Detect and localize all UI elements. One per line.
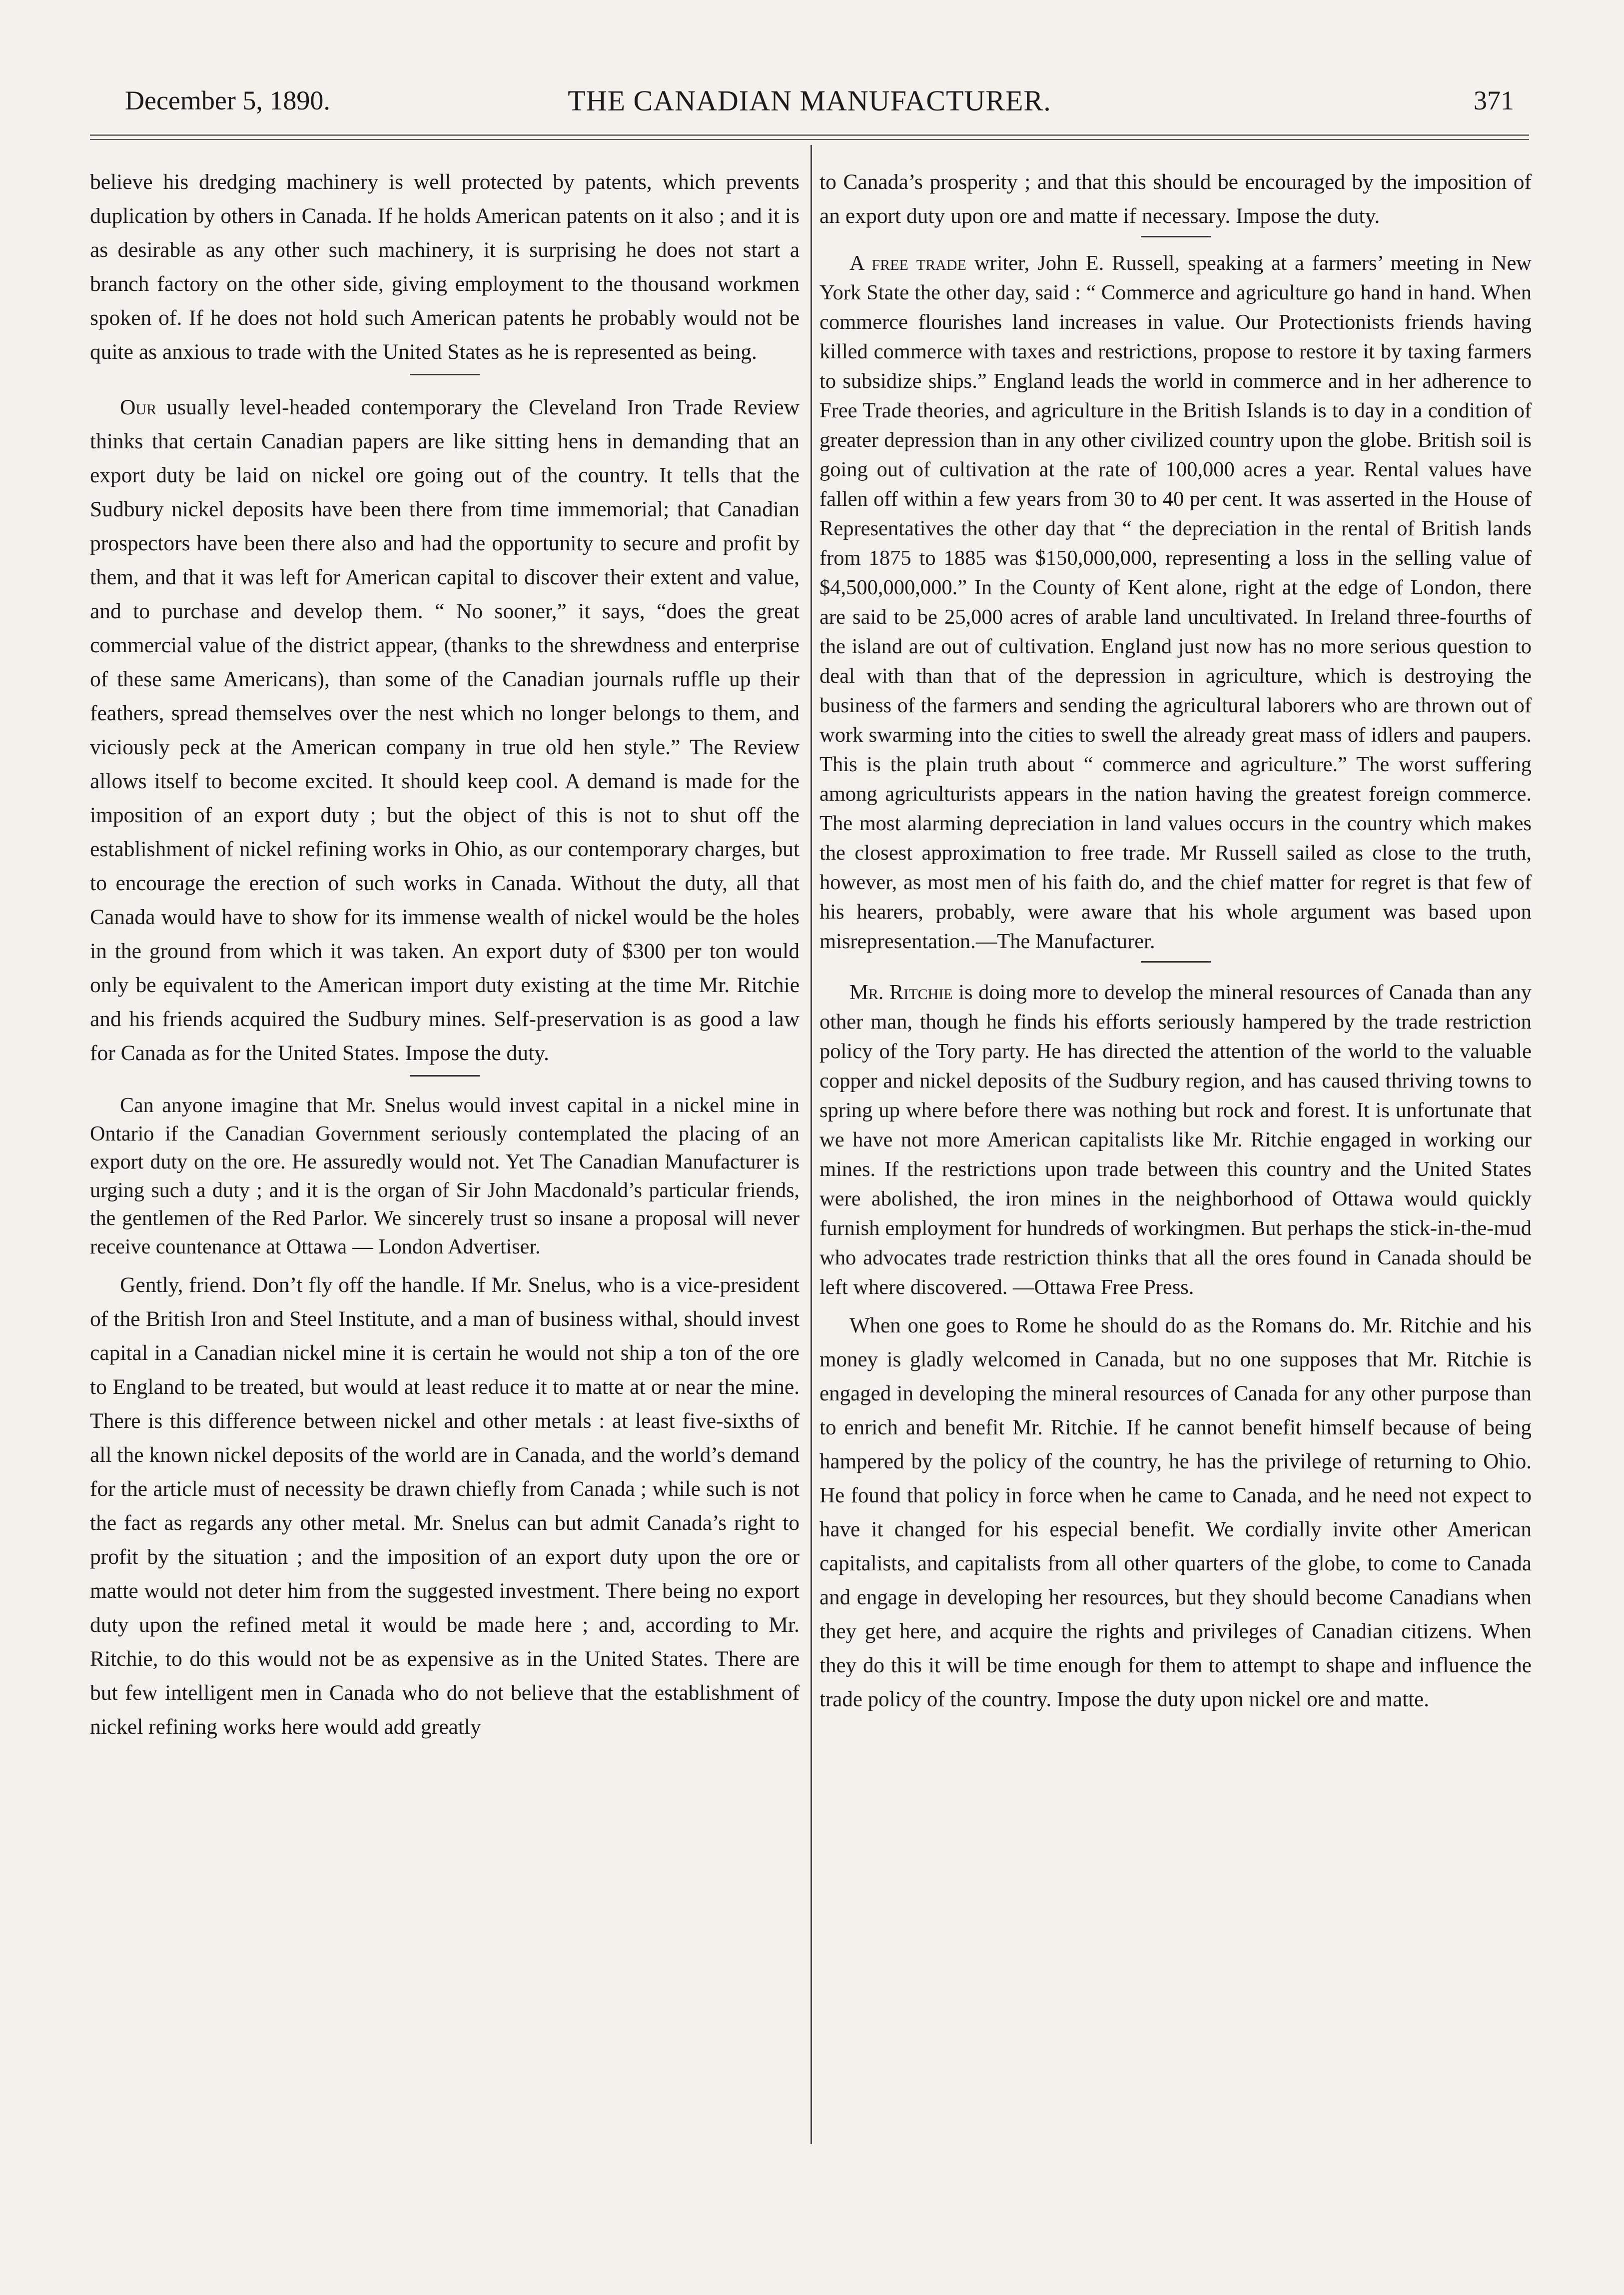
paragraph-body: usually level-headed contemporary the Cleveland Iron Trade Review thinks that certain Canadian papers are like sitting hens in demanding that an export duty be laid on nickel ore going out of the country. It tells that the Sudbury nickel deposits have been there from time immemorial; that Canadian prospectors have been there also and had the opportunity to secure and profit by them, and that it was left for American capital to discover their extent and value, and to purchase and develop them. “ No sooner,” it says, “does the great commercial value of the district appear, (thanks to the shrewdness and enterprise of these same Americans), than some of the Canadian journals ruffle up their feathers, spread themselves over the nest which no longer belongs to them, and viciously peck at the American company in true old hen style.” The Review allows itself to become excited. It should keep cool. A demand is made for the imposition of an export duty ; but the object of this is not to shut off the establishment of nickel refining works in Ohio, as our contemporary charges, but to encourage the erection of such works in Canada. Without the duty, all that Canada would have to show for its immense wealth of nickel would be the holes in the ground from which it was taken. An export duty of $300 per ton would only be equivalent to the American import duty existing at the time Mr. Ritchie and his friends acquired the Sudbury mines. Self-preservation is as good a law for Canada as for the United States. Impose the duty. (90, 395, 800, 1065)
paragraph-body: writer, John E. Russell, speaking at a farmers’ meeting in New York State the other day, said : “ Commerce and agriculture go hand in hand. When commerce flourishes land increases in value. Our Protectionists friends having killed commerce with taxes and restrictions, propose to restore it by taxing farmers to subsidize ships.” England leads the world in commerce and in her adherence to Free Trade theories, and agriculture in the British Islands is to day in a condition of greater depression than in any other civilized country upon the globe. British soil is going out of cultivation at the rate of 100,000 acres a year. Rental values have fallen off within a few years from 30 to 40 per cent. It was asserted in the House of Representatives the other day that “ the depreciation in the rental of British lands from 1875 to 1885 was $150,000,000, representing a loss in the selling value of $4,500,000,000.” In the County of Kent alone, right at the edge of London, there are said to be 25,000 acres of arable land uncultivated. In Ireland three-fourths of the island are out of cultivation. England just now has no more serious question to deal with than that of the depression in agriculture, which is destroying the business of the farmers and sending the agricultural laborers who are thrown out of work swarming into the cities to swell the already great mass of idlers and paupers. This is the plain truth about “ commerce and agriculture.” The worst suffering among agriculturists appears in the nation having the greatest foreign commerce. The most alarming depreciation in land values occurs in the country which makes the closest approximation to free trade. Mr Russell sailed as close to the truth, however, as most men of his faith do, and the chief matter for regret is that few of his hearers, probably, were aware that his whole argument was based upon misrepresentation.—The Manufacturer. (819, 251, 1532, 953)
left-column (90, 165, 800, 1744)
section-rule (1141, 236, 1211, 237)
column-divider (811, 145, 812, 2144)
free-trade-paragraph (819, 248, 1532, 956)
paragraph-body: is doing more to develop the mineral resources of Canada than any other man, though he finds his efforts seriously hampered by the trade restriction policy of the Tory party. He has directed the attention of the world to the valuable copper and nickel deposits of the Sudbury region, and has caused thriving towns to spring up where before there was nothing but rock and forest. It is unfortunate that we have not more American capitalists like Mr. Ritchie engaged in working our mines. If the restrictions upon trade between this country and the United States were abolished, the iron mines in the neighborhood of Ottawa would quickly furnish employment for hundreds of workingmen. But perhaps the stick-in-the-mud who advocates trade restriction thinks that all the ores found in Canada should be left where discovered. —Ottawa Free Press. (819, 981, 1532, 1299)
publication-title: THE CANADIAN MANUFACTURER. (568, 84, 1051, 117)
ritchie-paragraph (819, 978, 1532, 1302)
issue-date: December 5, 1890. (125, 85, 330, 115)
section-rule (1141, 961, 1211, 963)
snelus-reply-paragraph: Gently, friend. Don’t fly off the handle. If Mr. Snelus, who is a vice-president of the British Iron and Steel Institute, and a man of business withal, should invest capital in a Canadian nickel mine it is certain he would not ship a ton of the ore to England to be treated, but would at least reduce it to matte at or near the mine. There is this difference between nickel and other metals : at least five-sixths of all the known nickel deposits of the world are in Canada, and the world’s demand for the article must of necessity be drawn chiefly from Canada ; while such is not the fact as regards any other metal. Mr. Snelus can but admit Canada’s right to profit by the situation ; and the imposition of an export duty upon the ore or matte would not deter him from the suggested investment. There being no export duty upon the refined metal it would be made here ; and, according to Mr. Ritchie, to do this would not be as expensive as in the United States. There are but few intelligent men in Canada who do not believe that the establishment of nickel refining works here would add greatly (90, 1273, 800, 1739)
iron-trade-review-paragraph (90, 390, 800, 1070)
continuation-paragraph: to Canada’s prosperity ; and that this should be encouraged by the imposition of an export duty upon ore and matte if necessary. Impose the duty. (819, 170, 1532, 228)
section-rule (410, 374, 480, 375)
dredging-paragraph: believe his dredging machinery is well protected by patents, which prevents duplication by others in Canada. If he holds American patents on it also ; and it is as desirable as any other such machinery, it is surprising he does not start a branch factory on the other side, giving employment to the thousand workmen spoken of. If he does not hold such American patents he probably would not be quite as anxious to trade with the United States as he is represented as being. (90, 170, 800, 364)
lead-word: Our (120, 395, 157, 419)
london-advertiser-quote: Can anyone imagine that Mr. Snelus would invest capital in a nickel mine in Ontario if the Canadian Government seriously contemplated the placing of an export duty on the ore. He assuredly would not. Yet The Canadian Manufacturer is urging such a duty ; and it is the organ of Sir John Macdonald’s particular friends, the gentlemen of the Red Parlor. We sincerely trust so insane a proposal will never receive countenance at Ottawa — London Advertiser. (90, 1094, 800, 1258)
header-rule (90, 134, 1529, 140)
right-column (819, 165, 1532, 1717)
page-header (90, 75, 1529, 125)
lead-word: Mr. Ritchie (849, 981, 953, 1004)
lead-word: A free trade (849, 251, 966, 275)
section-rule (410, 1075, 480, 1077)
rome-paragraph: When one goes to Rome he should do as the Romans do. Mr. Ritchie and his money is gladly welcomed in Canada, but no one supposes that Mr. Ritchie is engaged in developing the mineral resources of Canada for any other purpose than to enrich and benefit Mr. Ritchie. If he cannot benefit himself because of being hampered by the policy of the country, he has the privilege of returning to Ohio. He found that policy in force when he came to Canada, and he need not expect to have it changed for his especial benefit. We cordially invite other American capitalists, and capitalists from all other quarters of the globe, to come to Canada and engage in developing her resources, but they should become Canadians when they get here, and acquire the rights and privileges of Canadian citizens. When they do this it will be time enough for them to attempt to shape and influence the trade policy of the country. Impose the duty upon nickel ore and matte. (819, 1314, 1532, 1711)
page-number: 371 (1474, 85, 1514, 115)
